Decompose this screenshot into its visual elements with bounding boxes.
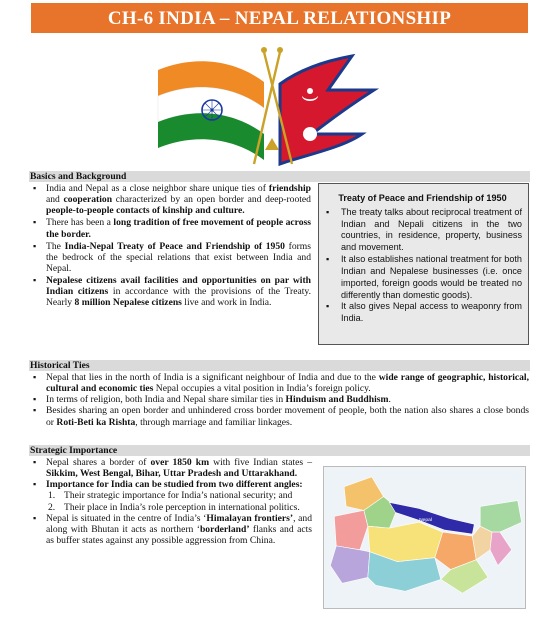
body-text: , through marriage and familiar linkages. — [135, 416, 293, 428]
list-item — [29, 479, 312, 512]
treaty-box-title: Treaty of Peace and Friendship of 1950 — [338, 193, 507, 203]
item-text: Their strategic importance for India’s national security; and — [64, 490, 293, 502]
emphasis-text: Sikkim, West Bengal, Bihar, Uttar Pradesh and Uttarakhand. — [46, 468, 298, 480]
body-text: flanks and acts as buffer states against any possible aggression from China. — [46, 523, 312, 546]
body-text: and — [46, 194, 64, 206]
numbered-item — [48, 502, 312, 513]
body-text: characterized by an open border and deep-rooted — [112, 194, 311, 206]
emphasis-text: Himalayan frontiers’ — [206, 512, 294, 524]
strategic-bullet-list — [29, 457, 312, 546]
section-heading-strategic: Strategic Importance — [29, 445, 530, 456]
treaty-info-box — [318, 183, 529, 345]
historical-bullet-list — [29, 372, 529, 428]
treaty-list-item: ▪ The treaty talks about reciprocal treatment of Indian and Nepali citizens in the two countries, in residence, property, business and movement. — [323, 207, 522, 254]
list-item — [29, 275, 311, 308]
list-item — [29, 405, 529, 427]
basics-bullet-list — [29, 183, 311, 309]
list-item — [29, 217, 311, 239]
list-item — [29, 241, 311, 274]
emphasis-text: wide range of geographic, historical, cultural and economic ties — [46, 372, 529, 395]
treaty-bullet-list — [323, 207, 522, 325]
body-text: . — [388, 394, 391, 406]
emphasis-text: friendship — [268, 183, 311, 194]
body-text: The — [46, 240, 65, 252]
body-text: Nepal that lies in the north of India is a significant neighbour of India and due to the — [46, 372, 379, 383]
map-label-nepal: Nepal — [419, 518, 432, 524]
emphasis-text: 8 million Nepalese citizens — [74, 297, 182, 309]
body-text: In terms of religion, both India and Nepal share similar ties in — [46, 394, 286, 406]
body-text: with five Indian states – — [209, 457, 313, 468]
emphasis-text: cooperation — [63, 194, 113, 206]
angles-numbered-list — [46, 490, 312, 512]
emphasis-text: long tradition of free movement of people across the border. — [46, 217, 311, 240]
treaty-list-item: ▪ It also establishes national treatment for both Indian and Nepalese businesses (i.e. once imported, foreign goods would be treated no differently than domestic goods). — [323, 254, 522, 301]
body-text: India and Nepal as a close neighbor share unique ties of — [46, 183, 269, 194]
item-text: Their place in India’s role perception in international politics. — [64, 501, 300, 513]
body-text: forms the bedrock of the special relations that exist between India and Nepal. — [46, 240, 312, 274]
body-text: Nepal occupies a vital position in India’s foreign policy. — [153, 383, 371, 395]
body-text: There has been a — [46, 217, 114, 229]
nepal-flag — [280, 56, 374, 164]
chapter-title: CH-6 INDIA – NEPAL RELATIONSHIP — [31, 3, 528, 33]
body-text: Nepal is situated in the centre of India’s ‘ — [46, 512, 207, 524]
emphasis-text: Roti-Beti ka Rishta — [56, 416, 136, 428]
body-text: live and work in India. — [181, 297, 272, 309]
numbered-item — [48, 490, 312, 501]
emphasis-text: over 1850 km — [150, 457, 210, 468]
body-text: Besides sharing an open border and unhindered cross border movement of people, both the nation also shares a close bonds or — [46, 405, 529, 428]
section-heading-historical: Historical Ties — [29, 360, 530, 371]
list-item — [29, 372, 529, 394]
india-nepal-map-image — [323, 466, 526, 609]
body-text: , and along with Bhutan it acts as northern ‘ — [46, 512, 312, 535]
list-item — [29, 394, 529, 405]
emphasis-text: Hinduism and Buddhism — [285, 394, 389, 406]
india-flag — [158, 61, 264, 160]
emphasis-text: Importance for India can be studied from two different angles: — [46, 479, 303, 491]
list-item — [29, 513, 312, 546]
crossed-flags-image — [152, 38, 392, 170]
list-item — [29, 457, 312, 479]
emphasis-text: borderland’ — [199, 523, 250, 535]
item-number: 1. — [48, 490, 56, 502]
emphasis-text: people-to-people contacts of kinship and culture. — [46, 205, 245, 217]
emphasis-text: Nepalese citizens avail facilities and opportunities on par with Indian citizens — [46, 275, 311, 298]
item-number: 2. — [48, 501, 56, 513]
body-text: in accordance with the provisions of the Treaty. Nearly — [46, 286, 311, 309]
emphasis-text: India-Nepal Treaty of Peace and Friendship of 1950 — [64, 240, 285, 252]
treaty-list-item: ▪ It also gives Nepal access to weaponry from India. — [323, 301, 522, 325]
list-item — [29, 183, 311, 216]
section-heading-basics: Basics and Background — [29, 171, 530, 182]
body-text: Nepal shares a border of — [46, 457, 151, 468]
